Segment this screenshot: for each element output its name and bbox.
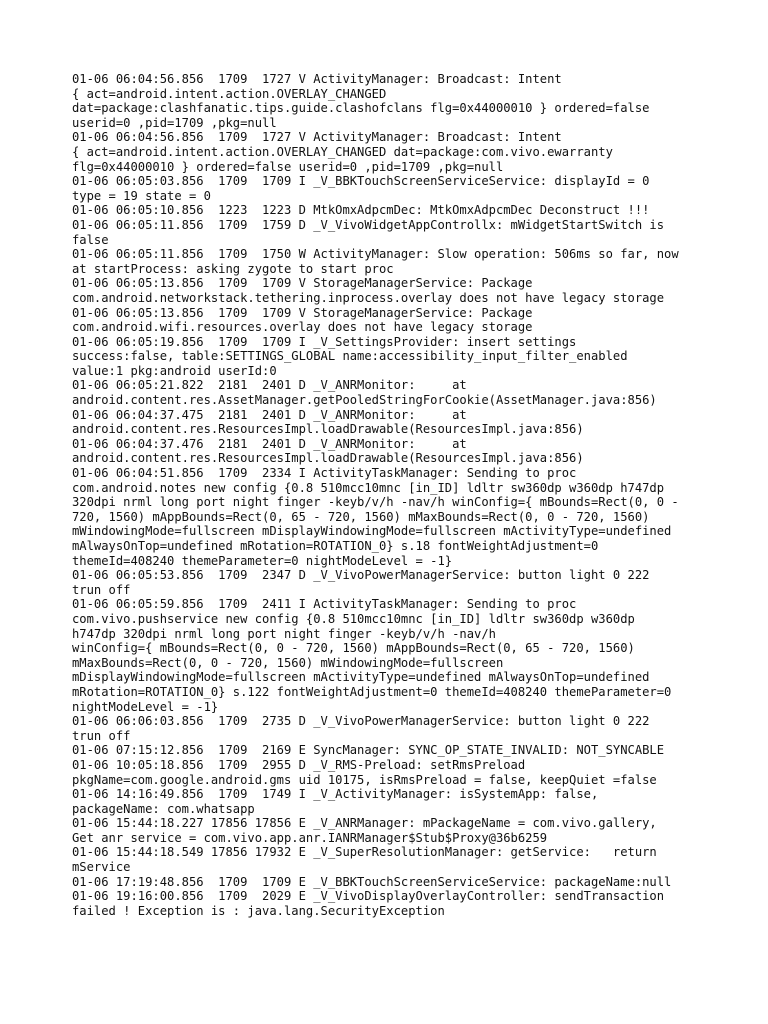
log-line: Get anr service = com.vivo.app.anr.IANRManager$Stub$Proxy@36b6259 (72, 830, 548, 845)
log-line: mService (72, 860, 131, 875)
log-line: 01-06 06:04:37.476 2181 2401 D _V_ANRMonitor: at (72, 436, 467, 451)
log-line: pkgName=com.google.android.gms uid 10175, isRmsPreload = false, keepQuiet =false (72, 772, 657, 787)
log-line: 720, 1560) mAppBounds=Rect(0, 65 - 720, 1560) mMaxBounds=Rect(0, 0 - 720, 1560) (72, 509, 650, 524)
log-line: flg=0x44000010 } ordered=false userid=0 ,pid=1709 ,pkg=null (72, 159, 504, 174)
log-line: 01-06 06:06:03.856 1709 2735 D _V_VivoPowerManagerService: button light 0 222 (72, 714, 650, 729)
log-line: false (72, 232, 109, 247)
log-line: dat=package:clashfanatic.tips.guide.clashofclans flg=0x44000010 } ordered=false (72, 101, 650, 116)
log-line: 01-06 06:05:59.856 1709 2411 I ActivityTaskManager: Sending to proc (72, 597, 577, 612)
log-line: 01-06 06:04:51.856 1709 2334 I ActivityTaskManager: Sending to proc (72, 466, 577, 481)
log-line: 01-06 06:05:10.856 1223 1223 D MtkOmxAdpcmDec: MtkOmxAdpcmDec Deconstruct !!! (72, 203, 650, 218)
log-line: success:false, table:SETTINGS_GLOBAL name:accessibility_input_filter_enabled (72, 349, 628, 364)
log-line: com.android.networkstack.tethering.inprocess.overlay does not have legacy storage (72, 290, 665, 305)
log-line: 01-06 06:05:13.856 1709 1709 V StorageManagerService: Package (72, 305, 533, 320)
log-line: 01-06 06:05:03.856 1709 1709 I _V_BBKTouchScreenServiceService: displayId = 0 (72, 174, 650, 189)
log-line: 01-06 19:16:00.856 1709 2029 E _V_VivoDisplayOverlayController: sendTransaction (72, 889, 665, 904)
log-line: mRotation=ROTATION_0} s.122 fontWeightAdjustment=0 themeId=408240 themeParameter=0 (72, 684, 672, 699)
log-line: android.content.res.ResourcesImpl.loadDrawable(ResourcesImpl.java:856) (72, 422, 584, 437)
log-document (72, 72, 712, 918)
log-line: type = 19 state = 0 (72, 188, 211, 203)
log-line: h747dp 320dpi nrml long port night finger -keyb/v/h -nav/h (72, 626, 496, 641)
log-line: 01-06 15:44:18.227 17856 17856 E _V_ANRManager: mPackageName = com.vivo.gallery, (72, 816, 657, 831)
log-line: android.content.res.ResourcesImpl.loadDrawable(ResourcesImpl.java:856) (72, 451, 584, 466)
log-line: com.android.wifi.resources.overlay does not have legacy storage (72, 320, 533, 335)
log-line: trun off (72, 728, 131, 743)
log-line: 01-06 06:05:13.856 1709 1709 V StorageManagerService: Package (72, 276, 533, 291)
log-line: 01-06 10:05:18.856 1709 2955 D _V_RMS-Preload: setRmsPreload (72, 757, 526, 772)
log-line: 01-06 06:05:53.856 1709 2347 D _V_VivoPowerManagerService: button light 0 222 (72, 568, 650, 583)
log-line: 01-06 06:04:56.856 1709 1727 V ActivityManager: Broadcast: Intent (72, 130, 562, 145)
log-line: 320dpi nrml long port night finger -keyb/v/h -nav/h winConfig={ mBounds=Rect(0, 0 - (72, 495, 679, 510)
log-line: android.content.res.AssetManager.getPooledStringForCookie(AssetManager.java:856) (72, 393, 657, 408)
log-line: winConfig={ mBounds=Rect(0, 0 - 720, 1560) mAppBounds=Rect(0, 65 - 720, 1560) (72, 641, 635, 656)
log-line: failed ! Exception is : java.lang.SecurityException (72, 903, 445, 918)
log-line: com.android.notes new config {0.8 510mcc10mnc [in_ID] ldltr sw360dp w360dp h747dp (72, 480, 665, 495)
log-line: 01-06 06:04:56.856 1709 1727 V ActivityManager: Broadcast: Intent (72, 72, 562, 86)
log-line: mWindowingMode=fullscreen mDisplayWindowingMode=fullscreen mActivityType=undefined (72, 524, 672, 539)
log-line: { act=android.intent.action.OVERLAY_CHANGED (72, 86, 387, 101)
log-line: 01-06 07:15:12.856 1709 2169 E SyncManager: SYNC_OP_STATE_INVALID: NOT_SYNCABLE (72, 743, 665, 758)
log-line: 01-06 15:44:18.549 17856 17932 E _V_SuperResolutionManager: getService: return (72, 845, 657, 860)
log-line: 01-06 06:05:11.856 1709 1750 W ActivityManager: Slow operation: 506ms so far, now (72, 247, 679, 262)
log-line: value:1 pkg:android userId:0 (72, 363, 277, 378)
log-line: { act=android.intent.action.OVERLAY_CHANGED dat=package:com.vivo.ewarranty (72, 144, 613, 159)
log-line: trun off (72, 582, 131, 597)
log-line: packageName: com.whatsapp (72, 801, 255, 816)
log-line: 01-06 06:05:21.822 2181 2401 D _V_ANRMonitor: at (72, 378, 467, 393)
log-line: 01-06 06:04:37.475 2181 2401 D _V_ANRMonitor: at (72, 407, 467, 422)
log-line: at startProcess: asking zygote to start proc (72, 261, 394, 276)
log-line: com.vivo.pushservice new config {0.8 510mcc10mnc [in_ID] ldltr sw360dp w360dp (72, 611, 635, 626)
log-line: 01-06 06:05:19.856 1709 1709 I _V_SettingsProvider: insert settings (72, 334, 577, 349)
log-line: mAlwaysOnTop=undefined mRotation=ROTATION_0} s.18 fontWeightAdjustment=0 (72, 539, 599, 553)
log-line: themeId=408240 themeParameter=0 nightModeLevel = -1} (72, 553, 453, 568)
log-line: mDisplayWindowingMode=fullscreen mActivityType=undefined mAlwaysOnTop=undefined (72, 670, 650, 685)
log-line: 01-06 14:16:49.856 1709 1749 I _V_ActivityManager: isSystemApp: false, (72, 787, 599, 802)
log-line: userid=0 ,pid=1709 ,pkg=null (72, 115, 277, 130)
log-line: 01-06 17:19:48.856 1709 1709 E _V_BBKTouchScreenServiceService: packageName:null (72, 874, 672, 889)
log-line: mMaxBounds=Rect(0, 0 - 720, 1560) mWindowingMode=fullscreen (72, 655, 504, 670)
log-line: 01-06 06:05:11.856 1709 1759 D _V_VivoWidgetAppControllx: mWidgetStartSwitch is (72, 217, 665, 232)
log-line: nightModeLevel = -1} (72, 699, 219, 714)
